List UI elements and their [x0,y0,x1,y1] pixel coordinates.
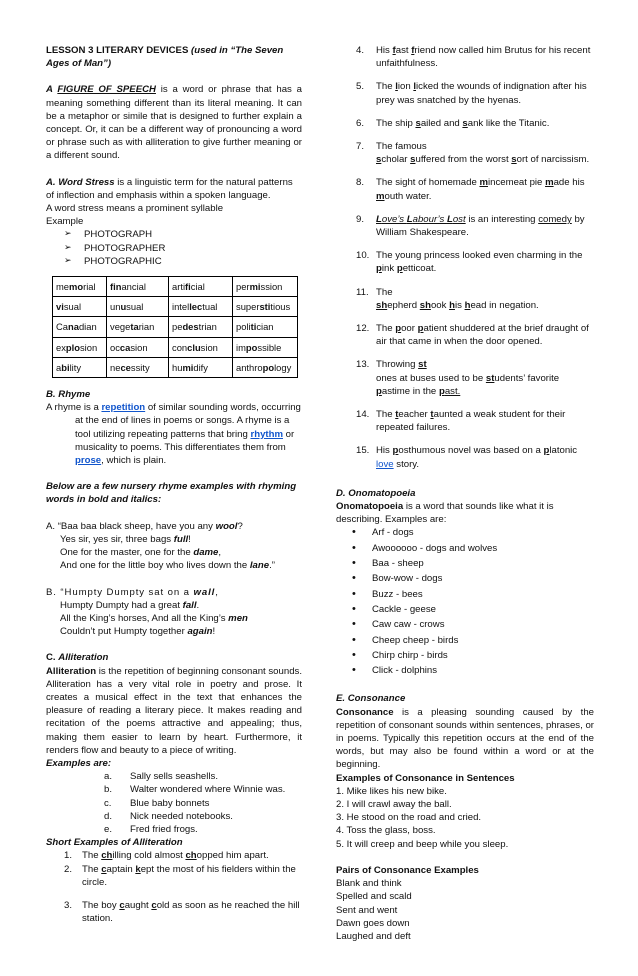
list-item: 4. His fast friend now called him Brutus for his recent unfaithfulness. [356,45,591,70]
list-item: Dawn goes down [336,917,410,929]
onomatopoeia-paragraph: Onomatopoeia is a word that sounds like what it is describing. Examples are: [336,501,554,526]
list-item: • Arf - dogs [336,526,594,539]
list-item: 8. The sight of homemade mincemeat pie made his mouth water. [356,177,585,202]
table-cell: intellectual [169,297,233,317]
table-cell: memorial [53,277,107,297]
list-item: 2. The captain kept the most of his fielders within the circle. [64,863,296,888]
list-item: 10. The young princess looked even charming in the pink petticoat. [356,250,583,275]
table-cell: pedestrian [169,317,233,337]
list-item: • Chirp chirp - birds [336,649,594,662]
list-item: ➢ PHOTOGRAPH [46,228,302,241]
table-row [53,337,298,357]
table-row [53,357,298,377]
list-item: ➢ PHOTOGRAPHER [46,242,302,255]
table-cell: superstitious [233,297,298,317]
repetition-link[interactable]: repetition [101,402,146,414]
word-stress-table [52,276,298,378]
list-item: • Buzz - bees [336,588,594,601]
table-cell: visual [53,297,107,317]
table-cell: conclusion [169,337,233,357]
consonance-sentences-label: Examples of Consonance in Sentences [336,772,515,784]
list-item: • Bow-wow - dogs [336,572,594,585]
figure-of-speech-paragraph: A FIGURE OF SPEECH is a word or phrase that has a meaning something different than its literal meaning. It can be a metaphor or simile that is designed to further explain a concept. Or, it can be a different way of pronouncing a word or phrase such as with alliteration to give further meaning or a different sound. [46,84,302,162]
list-item: 3. The boy caught cold as soon as he reached the hill station. [64,899,300,925]
onomatopoeia-heading: D. Onomatopoeia [336,487,416,499]
table-cell: impossible [233,337,298,357]
table-cell: occasion [107,337,169,357]
table-row [53,297,298,317]
word-stress-line: A word stress means a prominent syllable [46,203,224,215]
list-item: 5. The lion licked the wounds of indignation after his prey was snatched by the hyenas. [356,81,587,106]
verse-b: B. “Humpty Dumpty sat on a wall, Humpty Dumpty had a great fall. All the King’s horses, And all the King’s men Couldn’t put Humpty together again! [46,586,248,638]
list-item: 1. Mike likes his new bike. [336,785,447,797]
list-item: c. Blue baby bonnets [104,797,210,809]
table-row [53,277,298,297]
word-stress-definition: A. Word Stress is a linguistic term for the natural patterns of inflection and emphasis within a spoken language. [46,176,293,201]
list-item: • Awoooooo - dogs and wolves [336,542,594,555]
list-item: 11. The shepherd shook his head in negation. [356,286,539,311]
rhythm-link[interactable]: rhythm [250,428,283,440]
consonance-pairs-label: Pairs of Consonance Examples [336,864,479,876]
alliteration-heading: C. Alliteration [46,652,109,664]
list-item: • Cackle - geese [336,603,594,616]
consonance-sentences [336,785,594,851]
list-item: d. Nick needed notebooks. [104,810,233,822]
list-item: 1. The chilling cold almost chopped him apart. [64,850,269,862]
table-cell: artificial [169,277,233,297]
list-item: • Click - dolphins [336,664,594,677]
list-item: 9. Love’s Labour’s Lost is an interesting comedy by William Shakespeare. [356,213,585,239]
nursery-intro: Below are a few nursery rhyme examples with rhyming words in bold and italics: [46,481,297,506]
list-item: • Baa - sheep [336,557,594,570]
list-item: 13. Throwing st ones at buses used to be students’ favorite pastime in the past. [356,359,560,397]
consonance-heading: E. Consonance [336,693,406,705]
short-examples-label: Short Examples of Alliteration [46,837,183,849]
list-item: 3. He stood on the road and cried. [336,812,482,824]
list-item: 6. The ship sailed and sank like the Titanic. [356,117,550,129]
list-item: Sent and went [336,904,398,916]
table-cell: Canadian [53,317,107,337]
onomatopoeia-list [336,526,594,677]
list-item: ➢ PHOTOGRAPHIC [46,255,302,268]
word-stress-list [46,228,302,268]
table-cell: ability [53,357,107,377]
verse-a: A. “Baa baa black sheep, have you any wool? Yes sir, yes sir, three bags full! One for the master, one for the dame, And one for the little boy who lives down the lane.” [46,520,275,572]
table-cell: vegetarian [107,317,169,337]
prose-link[interactable]: prose [75,455,102,467]
list-item: Blank and think [336,878,402,890]
list-item: 15. His posthumous novel was based on a platonic love story. [356,445,578,470]
love-link[interactable]: love [376,458,394,470]
table-cell: unusual [107,297,169,317]
rhyme-paragraph: A rhyme is a repetition of similar sounding words, occurring at the end of lines in poems or songs. A rhyme is a tool utilizing repeating patterns that bring rhythm or musicality to poems. This differentiates them from prose, which is plain. [46,402,301,467]
alliteration-paragraph: Alliteration is the repetition of beginning consonant sounds. Alliteration has a very vital role in poetry and prose. It creates a musical effect in the text that enhances the pleasure of reading a literary piece. It makes reading and recitation of the poems attractive and appealing; thus, making them easier to learn by heart. Furthermore, it renders flow and beauty to a piece of writing. [46,665,302,756]
table-cell: financial [107,277,169,297]
list-item: b. Walter wondered where Winnie was. [104,784,286,796]
list-item: a. Sally sells seashells. [104,771,218,783]
alliteration-more-list [336,44,594,471]
list-item: 7. The famous scholar suffered from the worst sort of narcissism. [356,141,590,166]
list-item: 2. I will crawl away the ball. [336,799,452,811]
rhyme-heading: B. Rhyme [46,389,91,401]
table-cell: necessity [107,357,169,377]
consonance-pairs [336,877,594,943]
lesson-title: LESSON 3 LITERARY DEVICES (used in “The Seven Ages of Man”) [46,45,284,70]
list-item: e. Fred fried frogs. [104,823,198,835]
list-item: 5. It will creep and beep while you sleep. [336,838,509,850]
list-item: 12. The poor patient shuddered at the brief draught of air that came in when the door opened. [356,323,589,348]
table-cell: anthropology [233,357,298,377]
short-examples-list [46,849,302,925]
list-item: • Cheep cheep - birds [336,634,594,647]
table-cell: explosion [53,337,107,357]
right-column [336,44,594,943]
list-item: Spelled and scald [336,891,412,903]
list-item: 4. Toss the glass, boss. [336,825,436,837]
list-item: • Caw caw - crows [336,618,594,631]
list-item: Laughed and deft [336,930,411,942]
list-item: 14. The teacher taunted a weak student for their repeated failures. [356,409,566,434]
examples-label: Examples are: [46,757,112,769]
left-column [46,44,302,925]
table-cell: politician [233,317,298,337]
table-cell: humidify [169,357,233,377]
example-label: Example [46,216,84,228]
consonance-paragraph: Consonance is a pleasing sounding caused by the repetition of consonant sounds within sentences, phrases, or in poems. Typically this repetition occurs at the end of the words, but may also be found within a word or at the beginning. [336,706,594,771]
table-cell: permission [233,277,298,297]
table-row [53,317,298,337]
alliteration-examples [46,770,302,836]
